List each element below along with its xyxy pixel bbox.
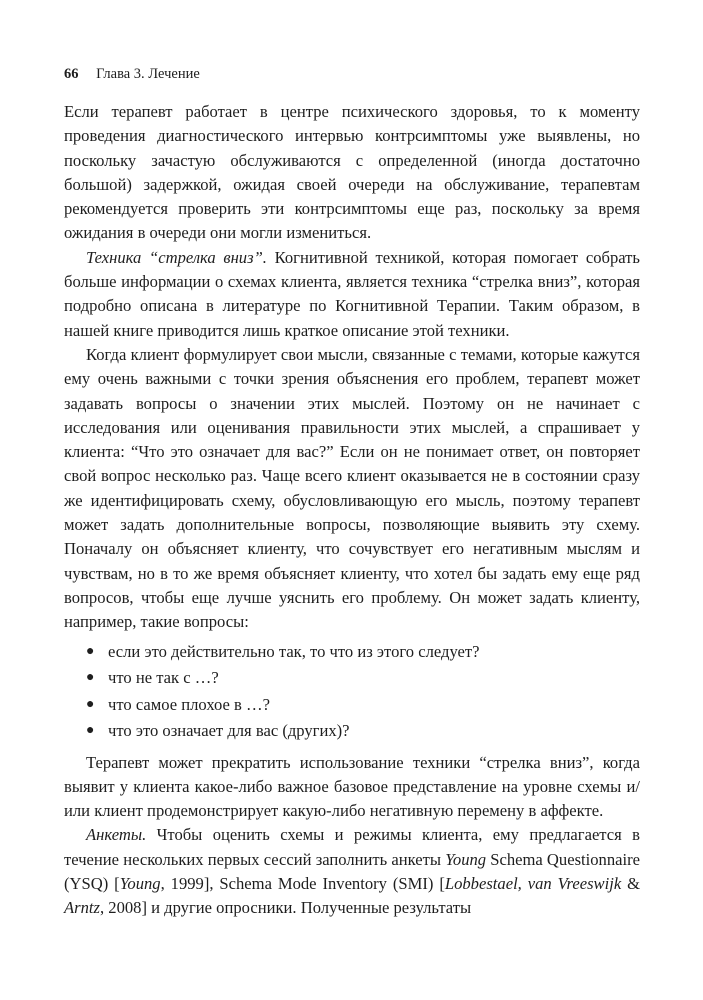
author-name: Arntz <box>64 898 100 918</box>
paragraph-text: & <box>621 874 640 894</box>
paragraph-lead-downward-arrow: Техника “стрелка вниз”. <box>86 247 267 267</box>
paragraph-text: Когнитивной техникой, которая помогает собрать больше информации о схемах клиента, является техника “стрелка вниз”, которая подробно описана в литературе по Когнитивной Терапии. Таким образом, в нашей книге приводится лишь краткое описание этой техники. <box>64 247 640 340</box>
paragraph-stop-technique: Терапевт может прекратить использование техники “стрелка вниз”, когда выявит у клиента какое-либо важное базовое представление на уровне схемы и/или клиент продемонстрирует какую-либо негативную перемену в аффекте. <box>64 752 640 821</box>
author-name: Young <box>445 849 487 869</box>
paragraph-text: , 2008] и другие опросники. Полученные результаты <box>99 898 472 918</box>
list-item <box>64 718 640 745</box>
running-head <box>64 64 640 84</box>
question-text: если это действительно так, то что из этого следует? <box>108 641 480 661</box>
paragraph-intro: Если терапевт работает в центре психического здоровья, то к моменту проведения диагностического интервью контрсимптомы уже выявлены, но поскольку зачастую обслуживаются с определенной (иногда достаточно большой) задержкой, ожидая своей очереди на обслуживание, терапевтам рекомендуется проверить эти контрсимптомы еще раз, поскольку за время ожидания в очереди они могли измениться. <box>64 102 640 243</box>
list-item <box>64 639 640 666</box>
paragraph-lead-questionnaires: Анкеты. <box>86 825 147 845</box>
bullet-icon: ● <box>86 643 95 659</box>
bullet-icon: ● <box>86 696 95 712</box>
paragraph-text: Чтобы оценить схемы и режимы клиента, ему предлагается в течение нескольких первых сессий заполнить анкеты <box>64 825 640 869</box>
paragraph-client-thoughts: Когда клиент формулирует свои мысли, связанные с темами, которые кажутся ему очень важными с точки зрения объяснения его проблем, терапевт может задавать вопросы о значении этих мыслей. Поэтому он не начинает с исследования или оценивания правильности этих мыслей, а спрашивает у клиента: “Что это означает для вас?” Если он не понимает ответ, он повторяет свой вопрос несколько раз. Чаще всего клиент оказывается не в состоянии сразу же идентифицировать схему, обусловливающую его мысль, поэтому терапевт может задать дополнительные вопросы, позволяющие выявить эту схему. Поначалу он объясняет клиенту, что сочувствует его негативным мыслям и чувствам, но в то же время объясняет клиенту, что хотел бы задать ему еще ряд вопросов, чтобы еще лучше уяснить его проблему. Он может задать клиенту, например, такие вопросы: <box>64 344 640 632</box>
question-list <box>64 639 640 745</box>
bullet-icon: ● <box>86 670 95 686</box>
list-item <box>64 665 640 692</box>
list-item <box>64 692 640 719</box>
paragraph-downward-arrow <box>64 246 640 343</box>
book-page <box>64 64 640 921</box>
chapter-title: Глава 3. Лечение <box>96 66 200 82</box>
question-text: что не так с …? <box>108 668 219 688</box>
paragraph-text: , 1999], Schema Mode Inventory (SMI) [ <box>160 874 445 894</box>
question-text: что это означает для вас (других)? <box>108 721 350 741</box>
paragraph-text: Schema Questionnaire (YSQ) [ <box>64 849 640 894</box>
paragraph-questionnaires <box>64 823 640 920</box>
bullet-icon: ● <box>86 723 95 739</box>
author-name: Young <box>119 874 161 894</box>
question-text: что самое плохое в …? <box>108 694 270 714</box>
body-text <box>64 100 640 921</box>
page-number: 66 <box>64 66 79 82</box>
author-name: Lobbestael, van Vreeswijk <box>444 874 622 894</box>
